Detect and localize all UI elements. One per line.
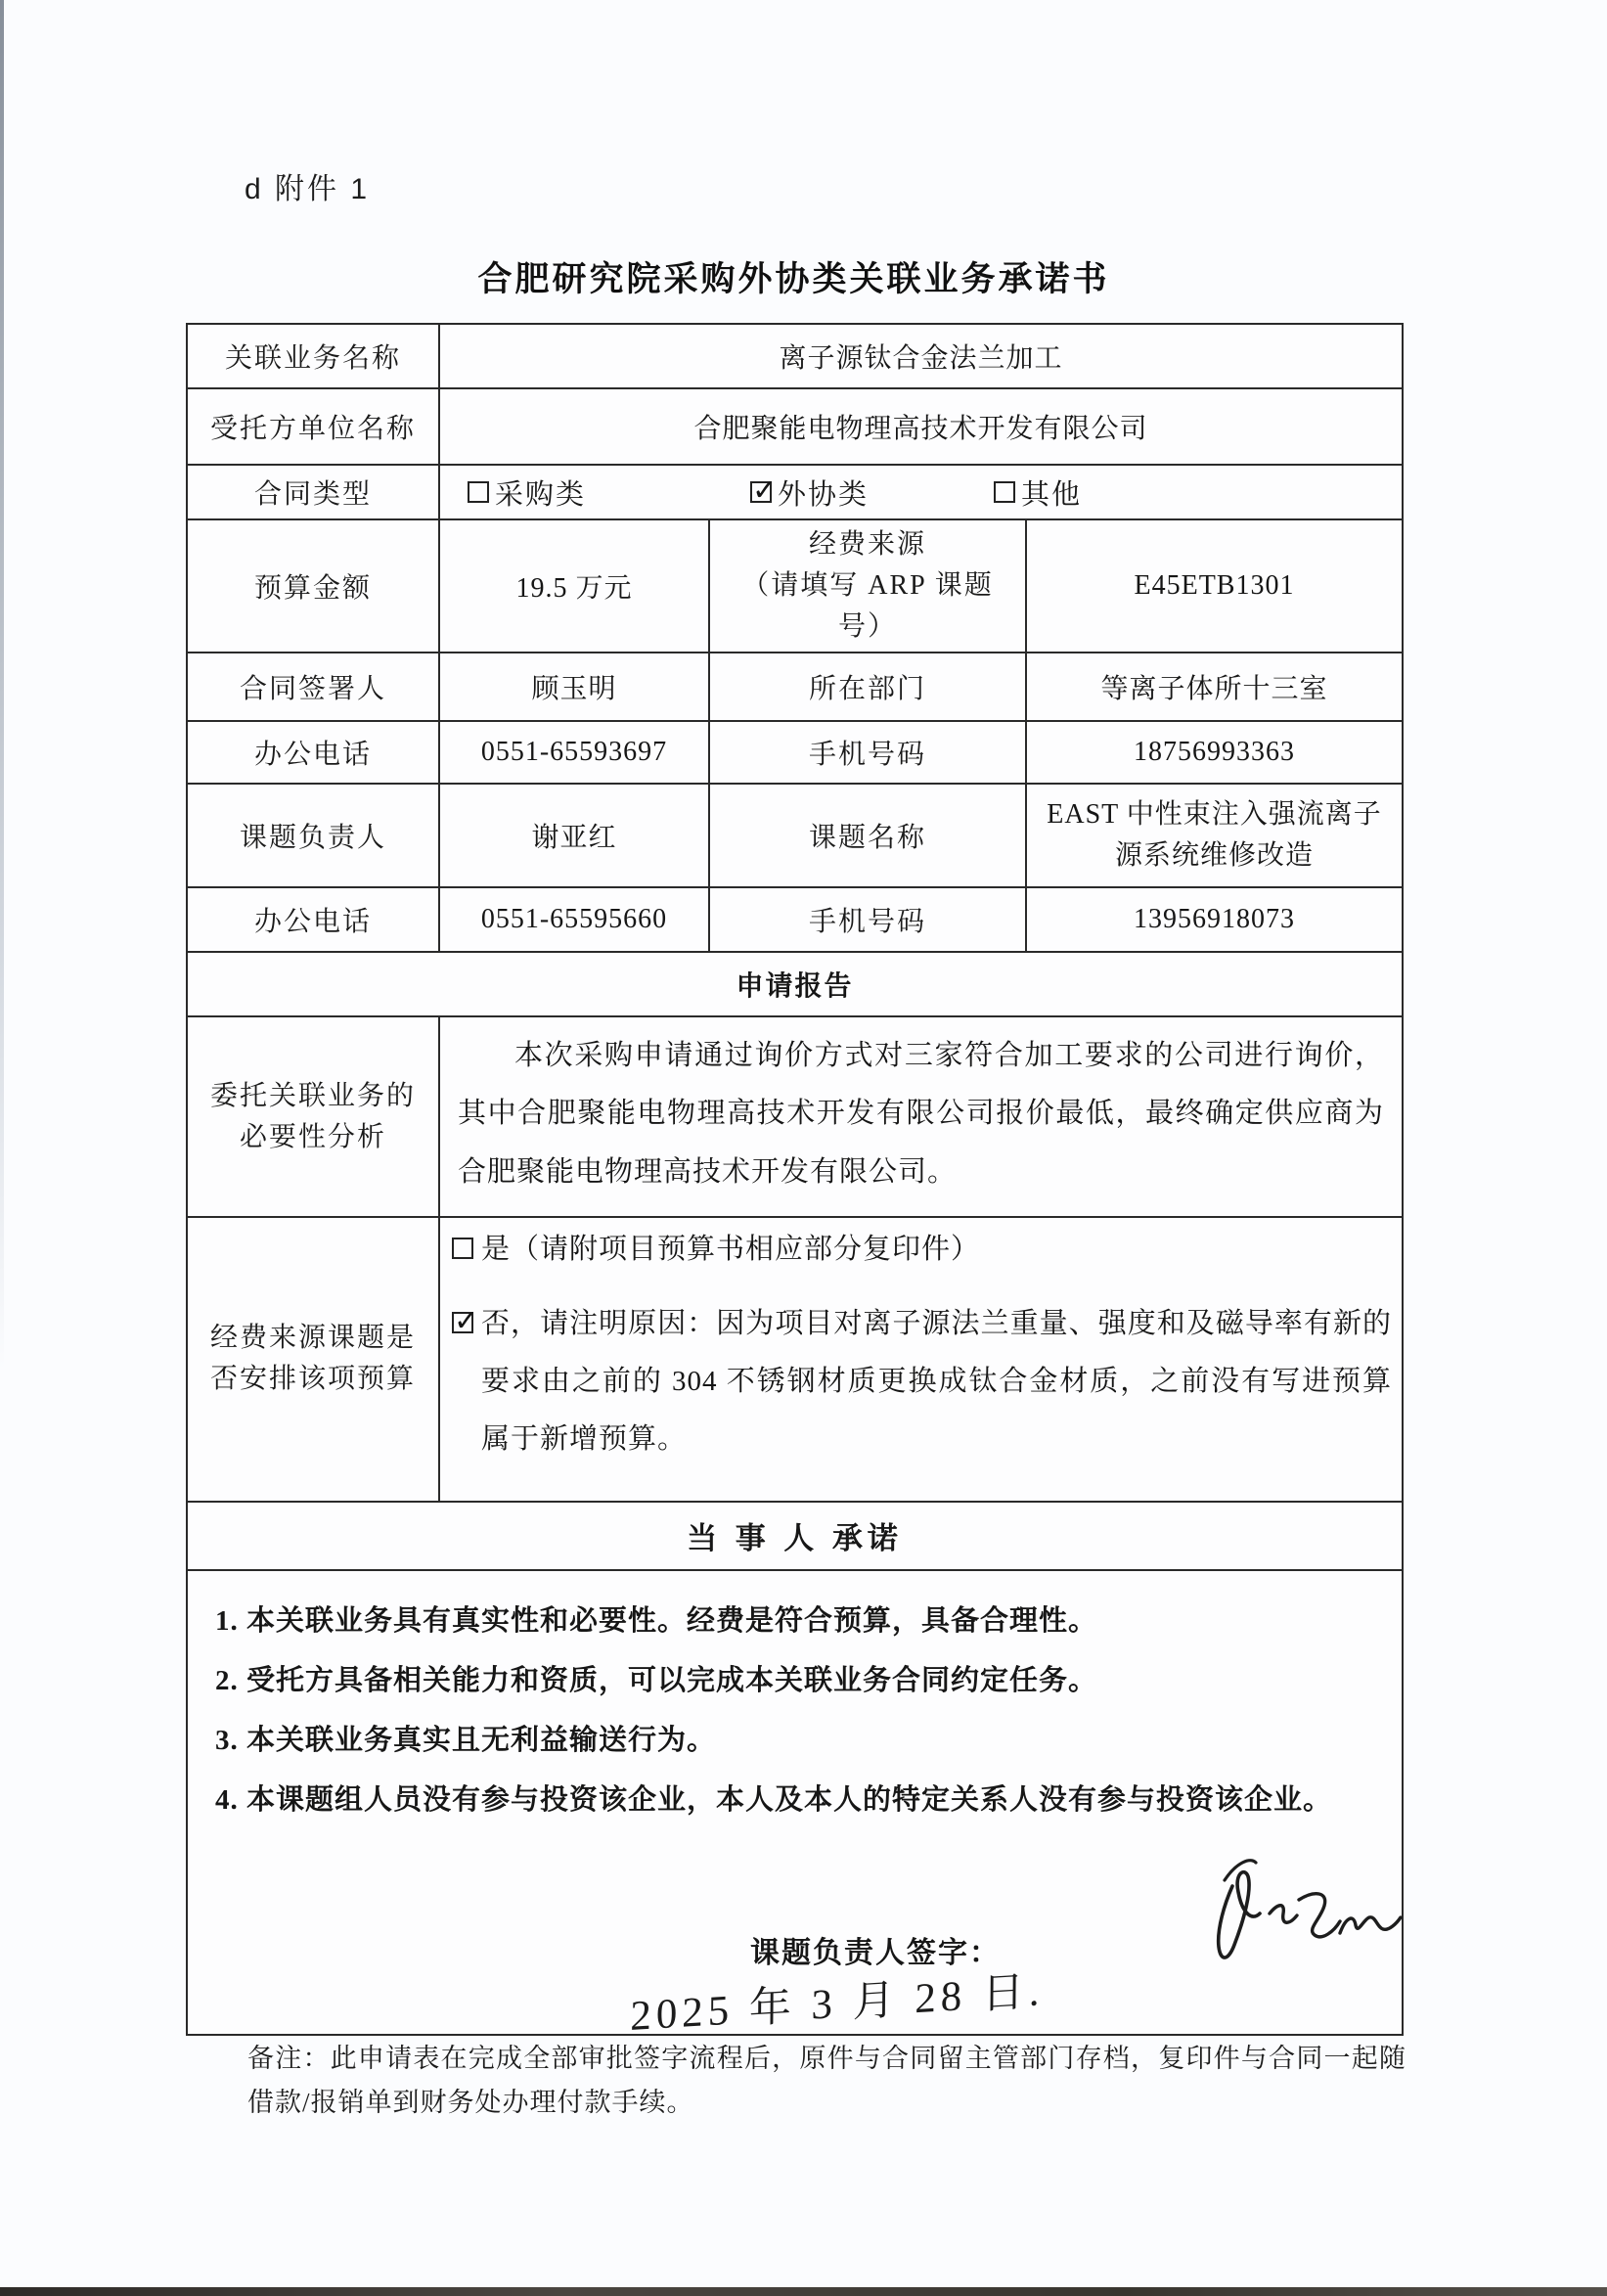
handwritten-date: 2025 年 3 月 28 日. [630, 1967, 1045, 2040]
row-budget-funding [187, 519, 1403, 653]
contract-type-options [450, 473, 1392, 513]
contract-signer-value: 顾玉明 [439, 653, 709, 721]
trustee-unit-value: 合肥聚能电物理高技术开发有限公司 [439, 388, 1403, 465]
budget-arranged-yes-label: 是（请附项目预算书相应部分复印件） [481, 1234, 981, 1265]
application-report-header: 申请报告 [187, 952, 1403, 1016]
budget-arranged-no-option [452, 1295, 1392, 1469]
checkbox-procurement-label: 采购类 [495, 478, 587, 511]
office-phone-1-value: 0551-65593697 [439, 721, 709, 784]
office-phone-1-label: 办公电话 [187, 721, 439, 784]
mobile-1-value: 18756993363 [1026, 721, 1403, 784]
necessity-label: 委托关联业务的必要性分析 [187, 1016, 439, 1217]
commitment-form-table [186, 323, 1404, 2040]
office-phone-2-label: 办公电话 [187, 887, 439, 952]
budget-arranged-no-reason: 因为项目对离子源法兰重量、强度和及磁导率有新的要求由之前的 304 不锈钢材质更换成钛合金材质，之前没有写进预算属于新增预算。 [481, 1307, 1393, 1456]
funding-source-value: E45ETB1301 [1026, 519, 1403, 653]
budget-arranged-no-label: 否，请注明原因： [481, 1307, 717, 1339]
budget-amount-label: 预算金额 [187, 519, 439, 653]
mobile-2-value: 13956918073 [1026, 887, 1403, 952]
handwritten-signature [1195, 1853, 1406, 1985]
project-name-label: 课题名称 [709, 784, 1026, 887]
checkbox-other-label: 其他 [1021, 478, 1083, 511]
contract-type-option-outsourcing [750, 473, 869, 513]
trustee-unit-label: 受托方单位名称 [187, 388, 439, 465]
checkbox-other [994, 481, 1015, 503]
row-necessity-analysis [187, 1016, 1403, 1217]
row-office-phone-2 [187, 887, 1403, 952]
attachment-label: d 附件 1 [245, 173, 371, 205]
related-business-value: 离子源钛合金法兰加工 [439, 324, 1403, 388]
signature-label: 课题负责人签字： [750, 1936, 1001, 1969]
necessity-value: 本次采购申请通过询价方式对三家符合加工要求的公司进行询价，其中合肥聚能电物理高技术开发有限公司报价最低，最终确定供应商为合肥聚能电物理高技术开发有限公司。 [458, 1040, 1385, 1188]
checkbox-procurement [468, 481, 489, 503]
project-leader-value: 谢亚红 [439, 784, 709, 887]
row-commitment-header [187, 1502, 1403, 1570]
related-business-label: 关联业务名称 [187, 324, 439, 388]
contract-type-option-procurement [468, 473, 586, 513]
funding-source-label-line1: 经费来源 [808, 529, 926, 560]
row-office-phone-1 [187, 721, 1403, 784]
mobile-1-label: 手机号码 [709, 721, 1026, 784]
funding-source-label [709, 519, 1026, 653]
commitment-list [198, 1575, 1392, 1823]
row-budget-arranged [187, 1217, 1403, 1502]
contract-type-label: 合同类型 [187, 465, 439, 519]
commitment-item-1: 1. 本关联业务具有真实性和必要性。经费是符合预算，具备合理性。 [215, 1604, 1098, 1637]
checkbox-outsourcing [750, 481, 772, 503]
row-project-leader [187, 784, 1403, 887]
commitment-item-4: 4. 本课题组人员没有参与投资该企业，本人及本人的特定关系人没有参与投资该企业。 [215, 1783, 1333, 1816]
commitment-header: 当 事 人 承诺 [187, 1502, 1403, 1570]
department-value: 等离子体所十三室 [1026, 653, 1403, 721]
mobile-2-label: 手机号码 [709, 887, 1026, 952]
commitment-item-2: 2. 受托方具备相关能力和资质，可以完成本关联业务合同约定任务。 [215, 1664, 1098, 1696]
row-application-report-header [187, 952, 1403, 1016]
row-related-business [187, 324, 1403, 388]
department-label: 所在部门 [709, 653, 1026, 721]
page-title: 合肥研究院采购外协类关联业务承诺书 [477, 260, 1110, 298]
budget-arranged-label: 经费来源课题是否安排该项预算 [187, 1217, 439, 1502]
scan-bottom-edge-artifact [0, 2287, 1607, 2296]
funding-source-label-line2: （请填写 ARP 课题号） [741, 570, 994, 642]
commitment-item-3: 3. 本关联业务真实且无利益输送行为。 [215, 1724, 717, 1756]
row-contract-signer [187, 653, 1403, 721]
project-name-value: EAST 中性束注入强流离子源系统维修改造 [1026, 784, 1403, 887]
contract-type-option-other [994, 473, 1082, 513]
budget-amount-value: 19.5 万元 [439, 519, 709, 653]
row-contract-type [187, 465, 1403, 519]
checkbox-outsourcing-label: 外协类 [778, 478, 870, 511]
footer-note: 备注：此申请表在完成全部审批签字流程后，原件与合同留主管部门存档，复印件与合同一起随借款/报销单到财务处办理付款手续。 [247, 2044, 1406, 2118]
contract-signer-label: 合同签署人 [187, 653, 439, 721]
project-leader-label: 课题负责人 [187, 784, 439, 887]
office-phone-2-value: 0551-65595660 [439, 887, 709, 952]
row-commitments-signature [187, 1570, 1403, 2035]
checkbox-yes [452, 1238, 473, 1259]
scan-edge-artifact [0, 0, 4, 1370]
budget-arranged-yes-option [452, 1230, 1392, 1270]
checkbox-no [452, 1312, 473, 1333]
row-trustee-unit [187, 388, 1403, 465]
